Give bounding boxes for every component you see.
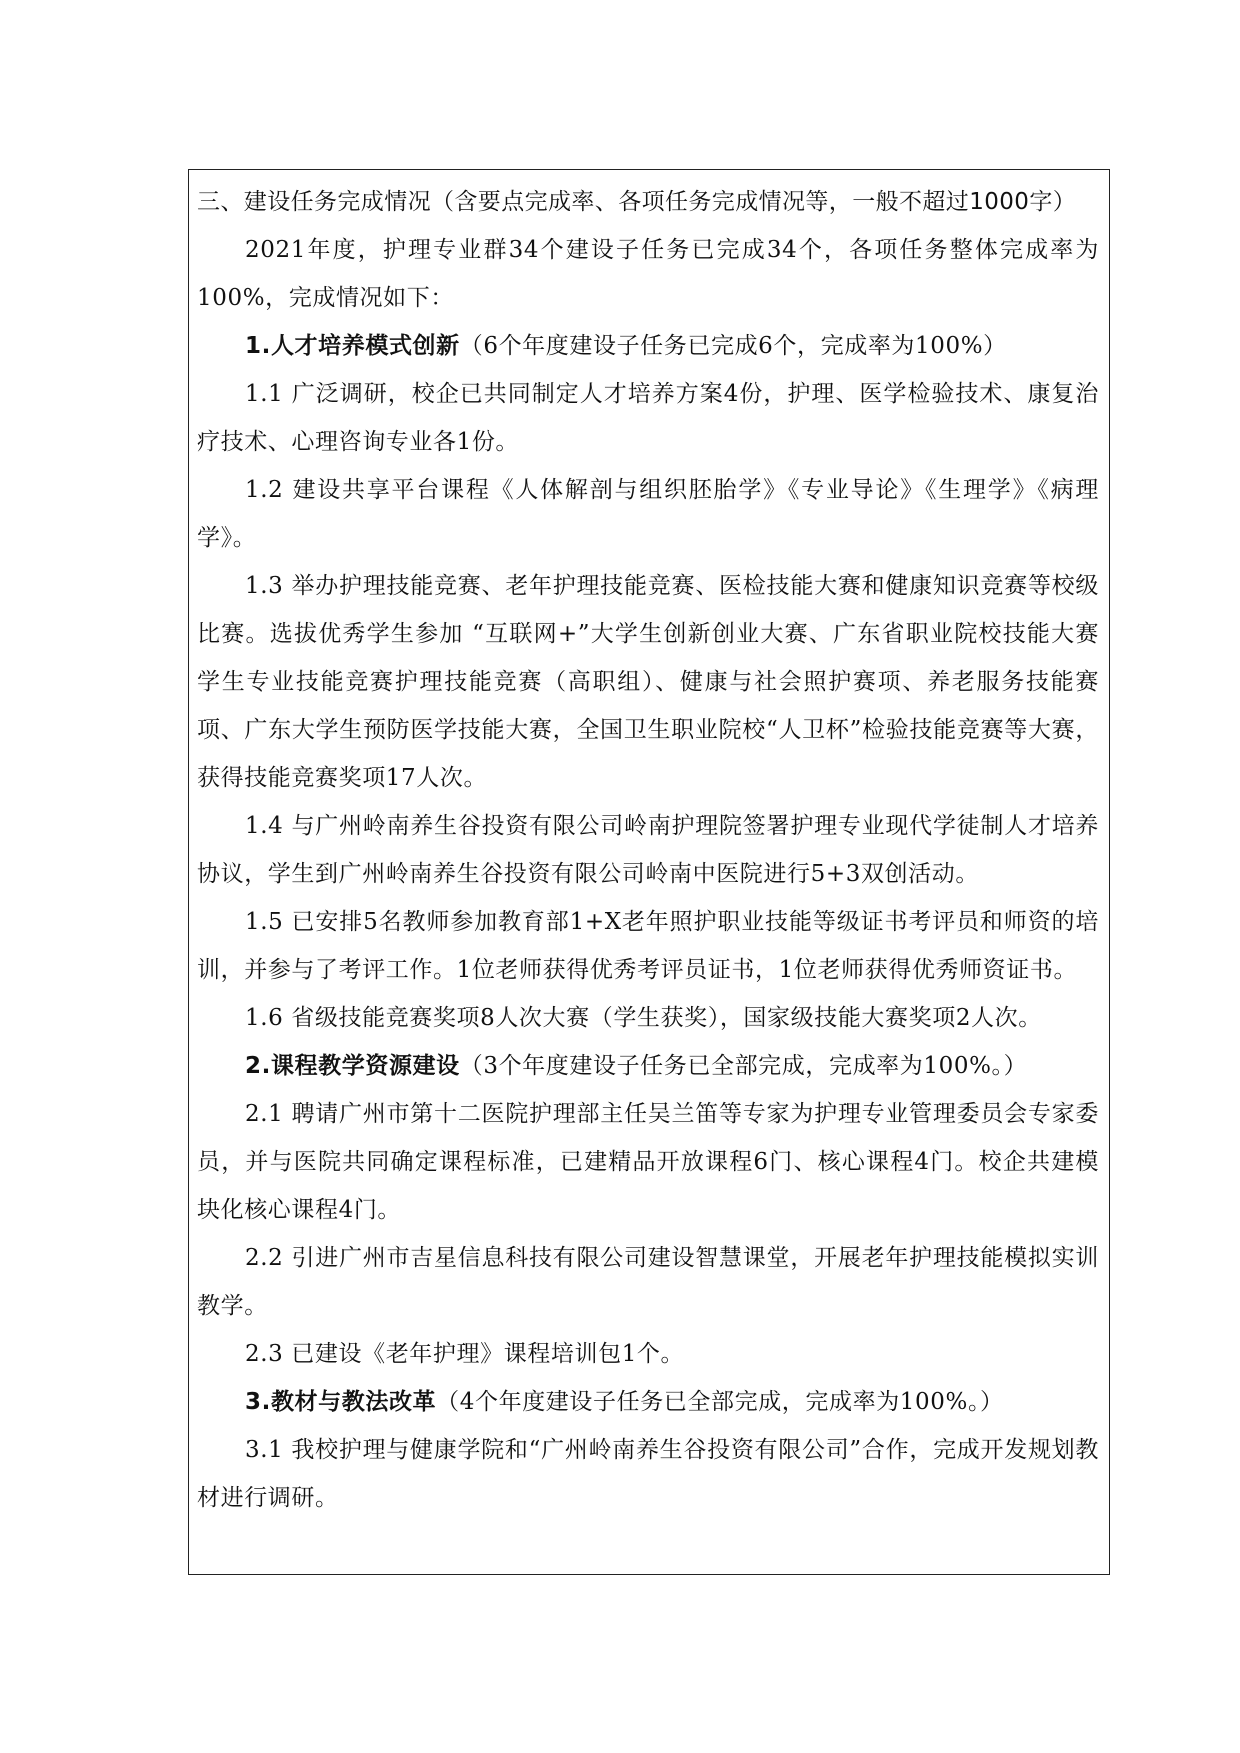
paragraph-3-1: 3.1 我校护理与健康学院和“广州岭南养生谷投资有限公司”合作，完成开发规划教材进行调研。 — [197, 1437, 1099, 1511]
heading-3 — [197, 1378, 1099, 1426]
paragraph-2-1: 2.1 聘请广州市第十二医院护理部主任吴兰笛等专家为护理专业管理委员会专家委员，并与医院共同确定课程标准，已建精品开放课程6门、核心课程4门。校企共建模块化核心课程4门。 — [197, 1101, 1099, 1223]
section-title: 三、建设任务完成情况（含要点完成率、各项任务完成情况等，一般不超过1000字） — [197, 189, 1077, 215]
heading-1 — [197, 322, 1099, 370]
report-table-cell — [188, 169, 1110, 1575]
paragraph-1-5: 1.5 已安排5名教师参加教育部1+X老年照护职业技能等级证书考评员和师资的培训，并参与了考评工作。1位老师获得优秀考评员证书，1位老师获得优秀师资证书。 — [197, 909, 1099, 983]
paragraph-1-6: 1.6 省级技能竞赛奖项8人次大赛（学生获奖），国家级技能大赛奖项2人次。 — [245, 1005, 1042, 1031]
intro-paragraph: 2021年度，护理专业群34个建设子任务已完成34个，各项任务整体完成率为100%，完成情况如下： — [197, 237, 1099, 311]
heading-2 — [197, 1042, 1099, 1090]
paragraph-1-1: 1.1 广泛调研，校企已共同制定人才培养方案4份，护理、医学检验技术、康复治疗技术、心理咨询专业各1份。 — [197, 381, 1099, 455]
heading-3-title: 3.教材与教法改革 — [245, 1389, 437, 1415]
heading-1-title: 1.人才培养模式创新 — [245, 333, 460, 359]
paragraph-2-2: 2.2 引进广州市吉星信息科技有限公司建设智慧课堂，开展老年护理技能模拟实训教学。 — [197, 1245, 1099, 1319]
paragraph-1-2: 1.2 建设共享平台课程《人体解剖与组织胚胎学》《专业导论》《生理学》《病理学》。 — [197, 477, 1099, 551]
heading-2-note: （3个年度建设子任务已全部完成，完成率为100%。） — [459, 1053, 1028, 1079]
heading-3-note: （4个年度建设子任务已全部完成，完成率为100%。） — [436, 1389, 1004, 1415]
paragraph-2-3: 2.3 已建设《老年护理》课程培训包1个。 — [245, 1341, 685, 1367]
paragraph-1-3: 1.3 举办护理技能竞赛、老年护理技能竞赛、医检技能大赛和健康知识竞赛等校级比赛。选拔优秀学生参加 “互联网+”大学生创新创业大赛、广东省职业院校技能大赛学生专业技能竞赛护理技能竞赛（高职组）、健康与社会照护赛项、养老服务技能赛项、广东大学生预防医学技能大赛，全国卫生职业院校“人卫杯”检验技能竞赛等大赛，获得技能竞赛奖项17人次。 — [197, 573, 1099, 791]
heading-2-title: 2.课程教学资源建设 — [245, 1053, 460, 1079]
report-content — [197, 178, 1099, 1522]
paragraph-1-4: 1.4 与广州岭南养生谷投资有限公司岭南护理院签署护理专业现代学徒制人才培养协议，学生到广州岭南养生谷投资有限公司岭南中医院进行5+3双创活动。 — [197, 813, 1099, 887]
heading-1-note: （6个年度建设子任务已完成6个，完成率为100%） — [459, 333, 1007, 359]
